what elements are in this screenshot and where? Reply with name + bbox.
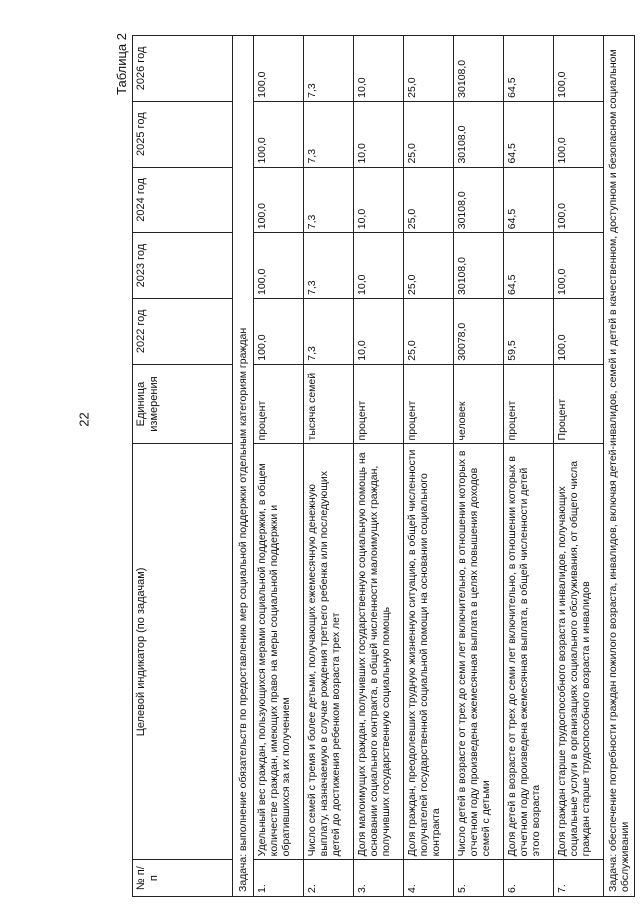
header-year-2023: 2023 год: [133, 233, 233, 299]
task-text: Задача: выполнение обязательств по предоставлению мер социальной поддержки отдельным категориям граждан: [233, 36, 254, 897]
header-indicator: Целевой индикатор (по задачам): [133, 444, 233, 860]
header-unit: Единица измерения: [133, 364, 233, 444]
row-value-2026: 7,3: [304, 36, 354, 102]
row-value-2026: 25,0: [404, 36, 454, 102]
row-value-2022: 25,0: [404, 298, 454, 364]
table-row: [454, 36, 504, 897]
row-value-2026: 100,0: [554, 36, 604, 102]
row-num: 3.: [354, 860, 404, 897]
row-value-2023: 25,0: [404, 233, 454, 299]
table-row: [554, 36, 604, 897]
header-year-2026: 2026 год: [133, 36, 233, 102]
row-value-2025: 25,0: [404, 101, 454, 167]
row-unit: Процент: [554, 364, 604, 444]
row-value-2023: 100,0: [254, 233, 304, 299]
page-number: 22: [76, 412, 92, 427]
row-value-2025: 10,0: [354, 101, 404, 167]
row-num: 7.: [554, 860, 604, 897]
table-row: [254, 36, 304, 897]
row-num: 1.: [254, 860, 304, 897]
row-value-2024: 25,0: [404, 167, 454, 233]
row-value-2024: 10,0: [354, 167, 404, 233]
table-caption: Таблица 2: [114, 33, 129, 95]
row-indicator: Доля детей в возрасте от трех до семи лет включительно, в отношении которых в отчетном году произведена ежемесячная выплата, в общей численности детей этого возраста: [504, 444, 554, 860]
row-value-2022: 100,0: [554, 298, 604, 364]
table-row: [304, 36, 354, 897]
row-indicator: Доля малоимущих граждан, получивших государственную социальную помощь на основании социального контракта, в общей численности малоимущих граждан, получивших государственную социальную помощь: [354, 444, 404, 860]
table-row: [404, 36, 454, 897]
target-indicators-table: [132, 35, 635, 897]
row-unit: процент: [504, 364, 554, 444]
rotated-table-page: [110, 25, 630, 905]
row-value-2025: 7,3: [304, 101, 354, 167]
row-value-2026: 64,5: [504, 36, 554, 102]
row-value-2022: 7,3: [304, 298, 354, 364]
row-indicator: Доля граждан, преодолевших трудную жизненную ситуацию, в общей численности получателей государственной социальной помощи на основании социального контракта: [404, 444, 454, 860]
header-row: [133, 36, 233, 897]
row-indicator: Удельный вес граждан, пользующихся мерами социальной поддержки, в общем количестве граждан, имеющих право на меры социальной поддержки и обратившихся за их получением: [254, 444, 304, 860]
row-value-2023: 100,0: [554, 233, 604, 299]
table-row: [354, 36, 404, 897]
header-num: № п/п: [133, 860, 233, 897]
header-year-2022: 2022 год: [133, 298, 233, 364]
row-value-2023: 64,5: [504, 233, 554, 299]
row-indicator: Доля граждан старше трудоспособного возраста и инвалидов, получающих социальные услуги в организациях социального обслуживания, от общего числа граждан старше трудоспособного возраста и инвалидов: [554, 444, 604, 860]
row-unit: тысяча семей: [304, 364, 354, 444]
row-unit: процент: [354, 364, 404, 444]
row-value-2025: 64,5: [504, 101, 554, 167]
row-value-2024: 30108,0: [454, 167, 504, 233]
row-value-2024: 100,0: [254, 167, 304, 233]
header-year-2024: 2024 год: [133, 167, 233, 233]
row-value-2024: 64,5: [504, 167, 554, 233]
row-value-2026: 30108,0: [454, 36, 504, 102]
row-num: 6.: [504, 860, 554, 897]
row-value-2024: 100,0: [554, 167, 604, 233]
row-value-2023: 7,3: [304, 233, 354, 299]
row-value-2025: 30108,0: [454, 101, 504, 167]
row-num: 4.: [404, 860, 454, 897]
row-unit: человек: [454, 364, 504, 444]
row-value-2023: 30108,0: [454, 233, 504, 299]
task-text: Задача: обеспечение потребности граждан пожилого возраста, инвалидов, включая детей-инвалидов, семей и детей в качественном, доступном и безопасном социальном обслуживании: [604, 36, 635, 897]
row-num: 5.: [454, 860, 504, 897]
task-row: [604, 36, 635, 897]
row-indicator: Число семей с тремя и более детьми, получающих ежемесячную денежную выплату, назначаемую в случае рождения третьего ребенка или последующих детей до достижения ребенком возраста трех лет: [304, 444, 354, 860]
row-value-2022: 100,0: [254, 298, 304, 364]
row-value-2022: 30078,0: [454, 298, 504, 364]
row-value-2025: 100,0: [554, 101, 604, 167]
row-unit: процент: [404, 364, 454, 444]
row-value-2022: 10,0: [354, 298, 404, 364]
table-row: [504, 36, 554, 897]
header-year-2025: 2025 год: [133, 101, 233, 167]
row-value-2022: 59,5: [504, 298, 554, 364]
row-unit: процент: [254, 364, 304, 444]
task-row: [233, 36, 254, 897]
row-value-2024: 7,3: [304, 167, 354, 233]
row-value-2023: 10,0: [354, 233, 404, 299]
row-value-2026: 100,0: [254, 36, 304, 102]
row-num: 2.: [304, 860, 354, 897]
row-value-2026: 10,0: [354, 36, 404, 102]
row-indicator: Число детей в возрасте от трех до семи лет включительно, в отношении которых в отчетном году произведена ежемесячная выплата в целях повышения доходов семей с детьми: [454, 444, 504, 860]
row-value-2025: 100,0: [254, 101, 304, 167]
